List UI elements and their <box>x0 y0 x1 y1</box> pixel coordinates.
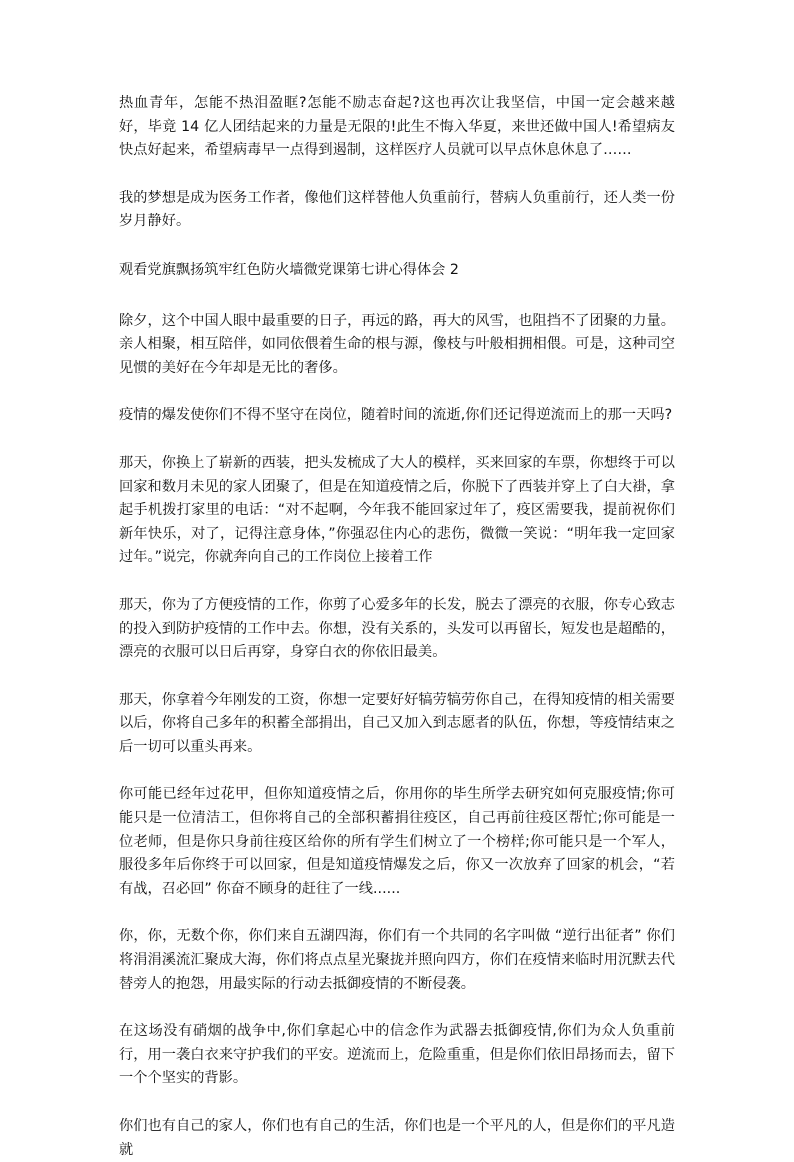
paragraph: 除夕，这个中国人眼中最重要的日子，再远的路，再大的风雪，也阻挡不了团聚的力量。亲人相聚，相互陪伴，如同依偎着生命的根与源，像枝与叶般相拥相偎。可是，这种司空见惯的美好在今年却是无比的奢侈。 <box>119 312 675 376</box>
paragraph: 那天，你为了方便疫情的工作，你剪了心爱多年的长发，脱去了漂亮的衣服，你专心致志的投入到防护疫情的工作中去。你想，没有关系的，头发可以再留长，短发也是超酷的，漂亮的衣服可以日后再穿，身穿白衣的你依旧最美。 <box>119 596 675 661</box>
paragraph: 我的梦想是成为医务工作者，像他们这样替他人负重前行，替病人负重前行，还人类一份岁月静好。 <box>119 189 675 230</box>
paragraph: 你们也有自己的家人，你们也有自己的生活，你们也是一个平凡的人，但是你们的平凡造就 <box>119 1118 675 1158</box>
paragraph: 那天，你换上了崭新的西装，把头发梳成了大人的模样，买来回家的车票，你想终于可以回家和数月未见的家人团聚了，但是在知道疫情之后，你脱下了西装并穿上了白大褂，拿起手机拨打家里的电话：“对不起啊，今年我不能回家过年了，疫区需要我，提前祝你们新年快乐，对了，记得注意身体，”你强忍住内心的悲伤，微微一笑说：“明年我一定回家过年。”说完，你就奔向自己的工作岗位上接着工作 <box>119 454 675 566</box>
paragraph: 热血青年，怎能不热泪盈眶?怎能不励志奋起?这也再次让我坚信，中国一定会越来越好，毕竟 14 亿人团结起来的力量是无限的!此生不悔入华夏，来世还做中国人!希望病友快点好起来，希望病毒早一点得到遏制，这样医疗人员就可以早点休息休息了…… <box>119 95 675 159</box>
paragraph: 疫情的爆发使你们不得不坚守在岗位，随着时间的流逝,你们还记得逆流而上的那一天吗? <box>119 407 673 424</box>
paragraph: 在这场没有硝烟的战争中,你们拿起心中的信念作为武器去抵御疫情,你们为众人负重前行，用一袭白衣来守护我们的平安。逆流而上，危险重重，但是你们依旧昂扬而去，留下一个个坚实的背影。 <box>119 1023 675 1087</box>
paragraph: 你可能已经年过花甲，但你知道疫情之后，你用你的毕生所学去研究如何克服疫情;你可能只是一位清洁工，但你将自己的全部积蓄捐往疫区，自己再前往疫区帮忙;你可能是一位老师，但是你只身前往疫区给你的所有学生们树立了一个榜样;你可能只是一个军人，服役多年后你终于可以回家，但是知道疫情爆发之后，你又一次放弃了回家的机会，“若有战，召必回” 你奋不顾身的赶往了一线...... <box>119 786 675 897</box>
section-heading: 观看党旗飘扬筑牢红色防火墙微党课第七讲心得体会 2 <box>119 261 459 278</box>
document-body <box>119 92 675 1162</box>
paragraph: 那天，你拿着今年刚发的工资，你想一定要好好犒劳犒劳你自己，在得知疫情的相关需要以后，你将自己多年的积蓄全部捐出，自己又加入到志愿者的队伍，你想，等疫情结束之后一切可以重头再来。 <box>119 691 675 755</box>
paragraph: 你，你，无数个你，你们来自五湖四海，你们有一个共同的名字叫做 “逆行出征者” 你们将涓涓溪流汇聚成大海，你们将点点星光聚拢并照向四方，你们在疫情来临时用沉默去代替旁人的抱怨，用最实际的行动去抵御疫情的不断侵袭。 <box>119 928 675 992</box>
